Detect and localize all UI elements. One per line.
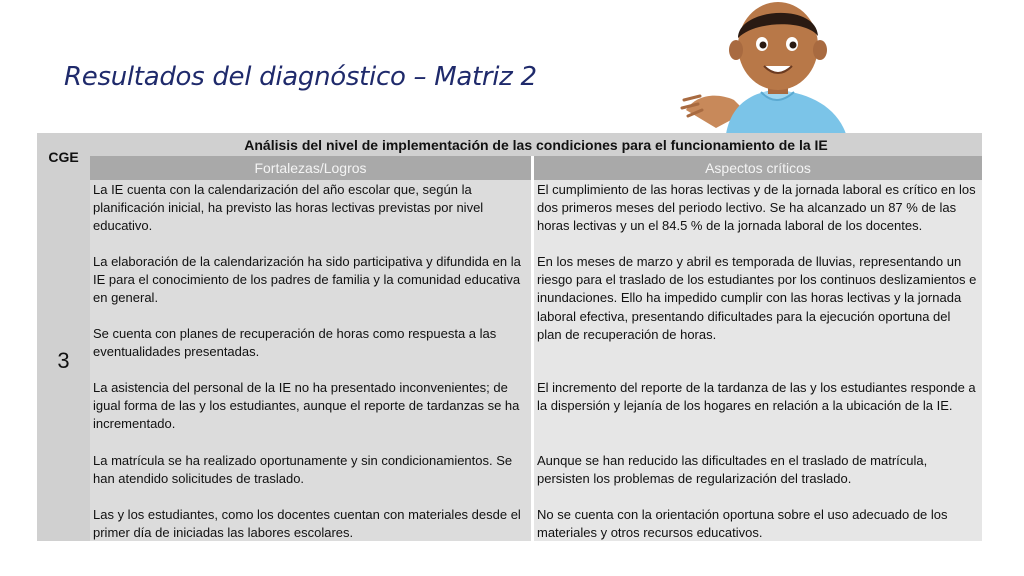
critical-item: Aunque se han reducido las dificultades en el traslado de matrícula, persisten los problemas de regularización del traslado. bbox=[537, 453, 928, 487]
strength-item: La asistencia del personal de la IE no ha presentado inconvenientes; de igual forma de las y los estudiantes, aunque el reporte de tardanzas se ha incrementado. bbox=[93, 380, 520, 432]
cge-header: CGE bbox=[37, 133, 90, 180]
strength-item: La IE cuenta con la calendarización del año escolar que, según la planificación inicial, ha previsto las horas lectivas previstas por nivel educativo. bbox=[93, 182, 484, 234]
strengths-column bbox=[90, 180, 531, 541]
strength-item: La matrícula se ha realizado oportunamente y sin condicionamientos. Se han atendido solicitudes de traslado. bbox=[93, 453, 513, 487]
critical-aspects-column bbox=[534, 180, 982, 541]
strength-item: Se cuenta con planes de recuperación de horas como respuesta a las eventualidades presentadas. bbox=[93, 326, 497, 360]
diagnostic-table bbox=[37, 133, 982, 541]
strength-item: Las y los estudiantes, como los docentes cuentan con materiales desde el primer día de iniciadas las labores escolares. bbox=[93, 507, 521, 541]
strength-item: La elaboración de la calendarización ha sido participativa y difundida en la IE para el conocimiento de los padres de familia y la comunidad educativa en general. bbox=[93, 254, 521, 306]
child-illustration bbox=[676, 0, 858, 134]
critical-item: No se cuenta con la orientación oportuna sobre el uso adecuado de los materiales y otros recursos educativos. bbox=[537, 507, 948, 541]
analysis-header: Análisis del nivel de implementación de las condiciones para el funcionamiento de la IE bbox=[90, 133, 982, 156]
cge-value: 3 bbox=[37, 180, 90, 541]
critical-aspects-header: Aspectos críticos bbox=[534, 156, 982, 180]
critical-item: En los meses de marzo y abril es temporada de lluvias, representando un riesgo para el traslado de los estudiantes por los continuos deslizamientos e inundaciones. Ello ha impedido cumplir con las horas lectivas y la jornada laboral efectiva, presentando dificultades para la ejecución oportuna del plan de recuperación de horas. bbox=[537, 254, 977, 342]
strengths-header: Fortalezas/Logros bbox=[90, 156, 531, 180]
critical-item: El cumplimiento de las horas lectivas y de la jornada laboral es crítico en los dos primeros meses del periodo lectivo. Se ha alcanzado un 87 % de las horas lectivas y un el 84.5 % de la jornada laboral de los docentes. bbox=[537, 182, 976, 234]
critical-item: El incremento del reporte de la tardanza de las y los estudiantes responde a la dispersión y lejanía de los hogares en relación a la ubicación de la IE. bbox=[537, 380, 976, 414]
slide-title: Resultados del diagnóstico – Matriz 2 bbox=[64, 62, 537, 92]
